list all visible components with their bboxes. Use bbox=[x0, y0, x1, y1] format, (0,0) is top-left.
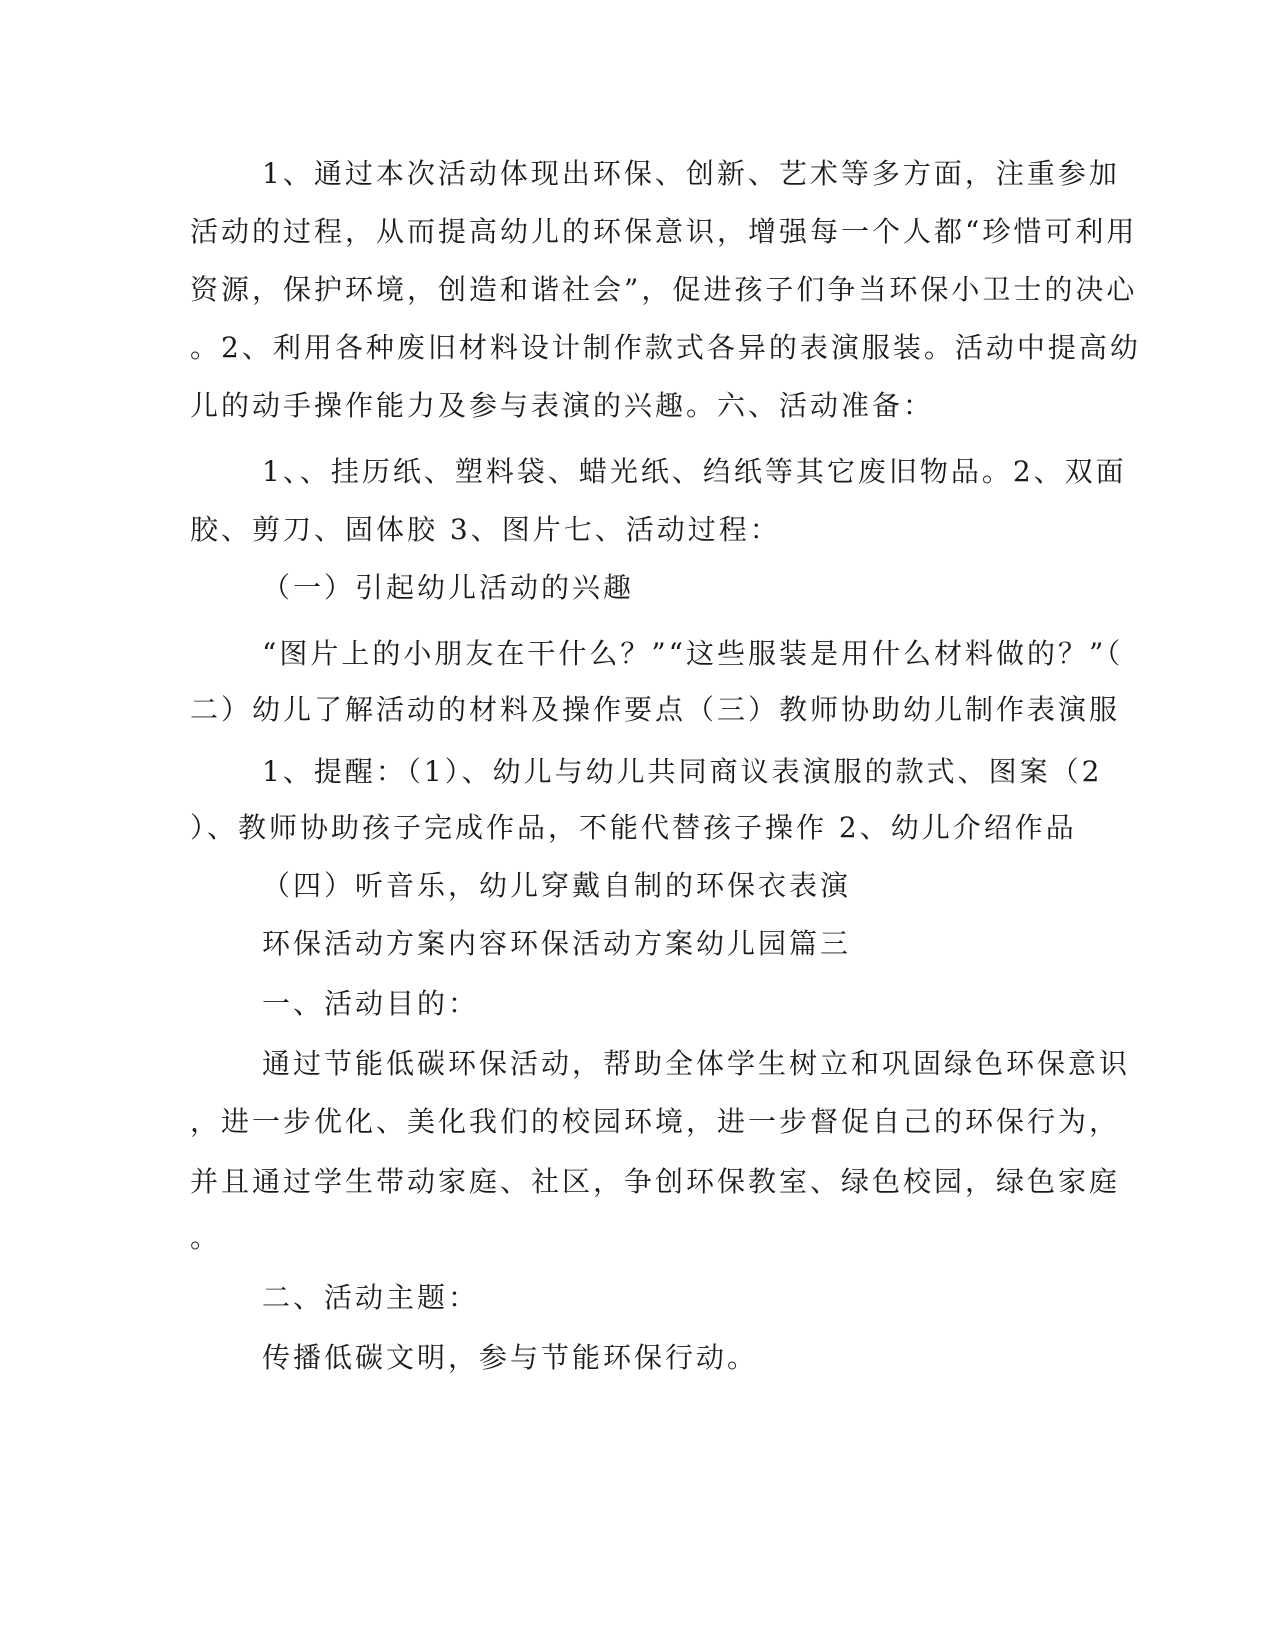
text-line: 1、通过本次活动体现出环保、创新、艺术等多方面，注重参加 bbox=[262, 157, 1120, 190]
text-line: 并且通过学生带动家庭、社区，争创环保教室、绿色校园，绿色家庭 bbox=[190, 1165, 1121, 1198]
text-line: （一）引起幼儿活动的兴趣 bbox=[262, 571, 635, 604]
text-line: 胶、剪刀、固体胶 3、图片七、活动过程： bbox=[190, 513, 781, 546]
text-line: “图片上的小朋友在干什么？”“这些服装是用什么材料做的？”（ bbox=[262, 637, 1124, 670]
text-line: 传播低碳文明，参与节能环保行动。 bbox=[262, 1341, 759, 1374]
text-line: 1、、挂历纸、塑料袋、蜡光纸、绉纸等其它废旧物品。2、双面 bbox=[262, 455, 1127, 488]
text-line: 一、活动目的： bbox=[262, 987, 480, 1020]
text-line: 二、活动主题： bbox=[262, 1281, 480, 1314]
text-line: 儿的动手操作能力及参与表演的兴趣。六、活动准备： bbox=[190, 389, 935, 422]
text-line: 。 bbox=[190, 1221, 222, 1254]
text-line: （四）听音乐，幼儿穿戴自制的环保衣表演 bbox=[262, 869, 852, 902]
text-line: 环保活动方案内容环保活动方案幼儿园篇三 bbox=[262, 927, 852, 960]
text-line: 活动的过程，从而提高幼儿的环保意识，增强每一个人都“珍惜可利用 bbox=[190, 215, 1138, 248]
text-line: 。2、利用各种废旧材料设计制作款式各异的表演服装。活动中提高幼 bbox=[190, 331, 1141, 364]
text-line: 1、提醒：（1）、幼儿与幼儿共同商议表演服的款式、图案（2 bbox=[262, 755, 1103, 788]
text-line: 二）幼儿了解活动的材料及操作要点（三）教师协助幼儿制作表演服 bbox=[190, 693, 1121, 726]
text-line: 资源，保护环境，创造和谐社会”，促进孩子们争当环保小卫士的决心 bbox=[190, 273, 1138, 306]
text-line: ，进一步优化、美化我们的校园环境，进一步督促自己的环保行为， bbox=[190, 1105, 1121, 1138]
text-line: 通过节能低碳环保活动，帮助全体学生树立和巩固绿色环保意识 bbox=[262, 1047, 1131, 1080]
text-line: ）、教师协助孩子完成作品，不能代替孩子操作 2、幼儿介绍作品 bbox=[190, 811, 1077, 844]
